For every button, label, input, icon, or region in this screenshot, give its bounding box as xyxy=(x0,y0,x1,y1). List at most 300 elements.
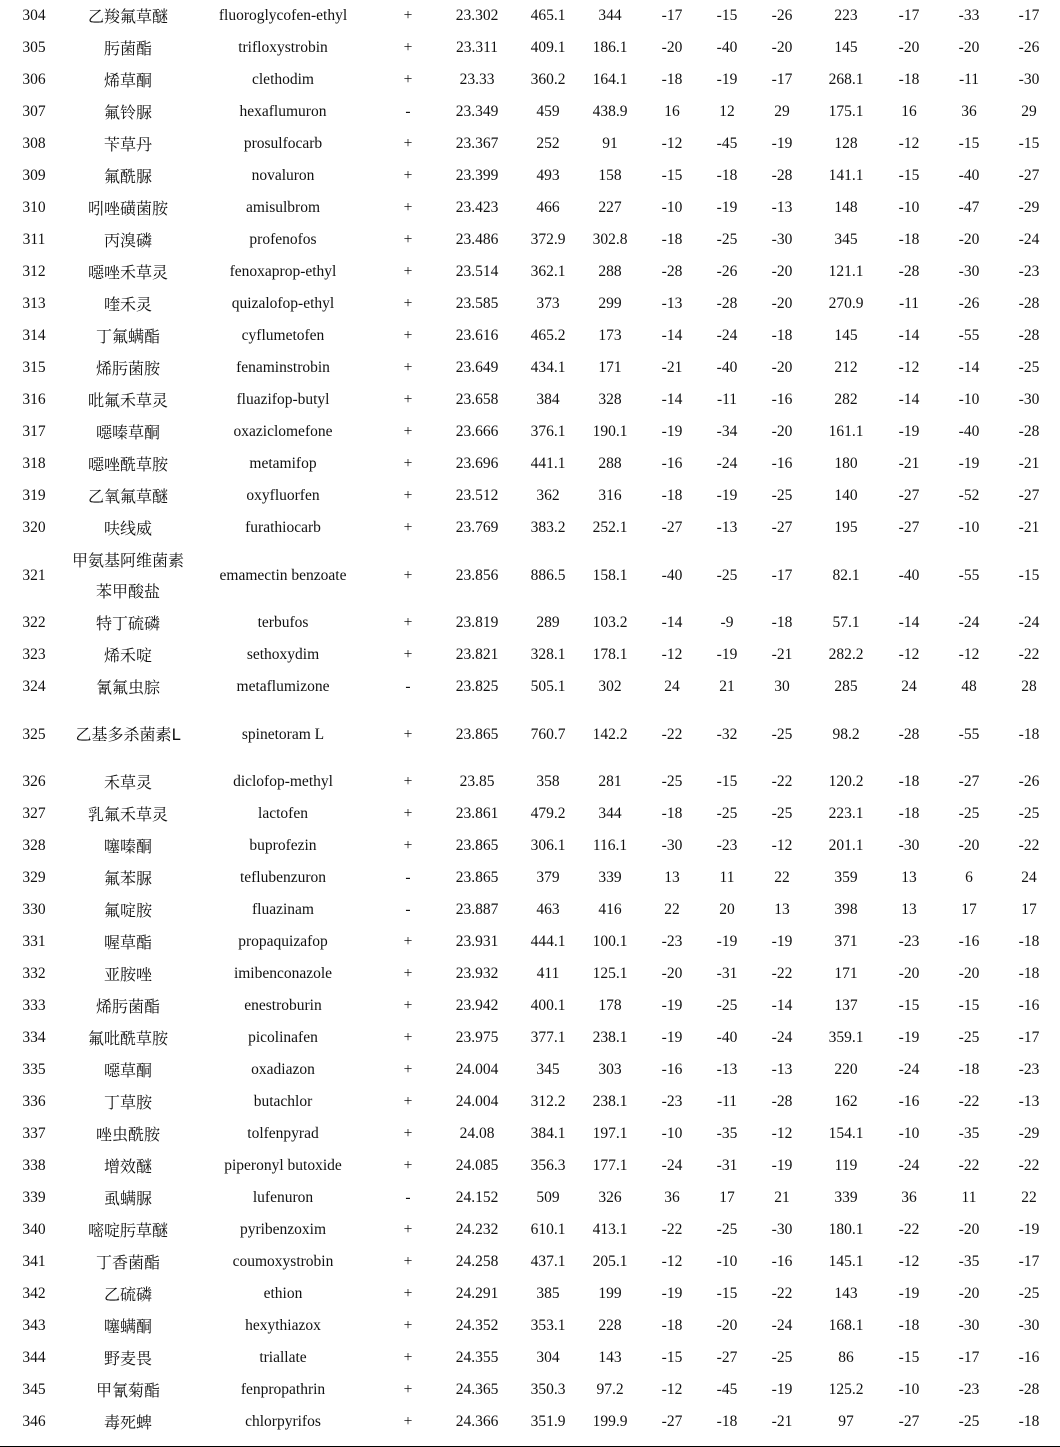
value-5-cell: -27 xyxy=(898,1413,920,1430)
value-3-cell: -22 xyxy=(771,773,793,790)
value-5-cell: -12 xyxy=(898,359,920,376)
product-ion-cell: 252.1 xyxy=(592,519,628,536)
table-row xyxy=(0,607,1060,639)
table-row xyxy=(0,1150,1060,1182)
value-6-cell: -20 xyxy=(958,1221,980,1238)
retention-time-cell: 23.819 xyxy=(455,614,499,631)
chinese-name-cell: 喹禾灵 xyxy=(103,294,152,314)
value-2-cell: -23 xyxy=(716,837,738,854)
value-6-cell: -18 xyxy=(958,1061,980,1078)
value-6-cell: 48 xyxy=(961,678,977,695)
ion-mode-cell: + xyxy=(403,614,413,631)
value-5-cell: -22 xyxy=(898,1221,920,1238)
row-number-cell: 305 xyxy=(22,39,46,56)
row-number-cell: 346 xyxy=(22,1413,46,1430)
collision-energy-1-cell: -20 xyxy=(661,965,683,982)
row-number-cell: 323 xyxy=(22,646,46,663)
value-6-cell: 11 xyxy=(961,1189,977,1206)
row-number-cell: 310 xyxy=(22,199,46,216)
product-ion-cell: 178.1 xyxy=(592,646,628,663)
row-number-cell: 327 xyxy=(22,805,46,822)
collision-energy-1-cell: -19 xyxy=(661,423,683,440)
row-number-cell: 344 xyxy=(22,1349,46,1366)
ion-mode-cell: + xyxy=(403,566,413,584)
value-3-cell: -28 xyxy=(771,167,793,184)
value-6-cell: -52 xyxy=(958,487,980,504)
product-ion-2-cell: 220 xyxy=(834,1061,858,1078)
precursor-ion-cell: 372.9 xyxy=(530,231,566,248)
chinese-name-cell: 噁嗪草酮 xyxy=(95,422,160,442)
product-ion-2-cell: 137 xyxy=(834,997,858,1014)
value-2-cell: -35 xyxy=(716,1125,738,1142)
row-number-cell: 306 xyxy=(22,71,46,88)
precursor-ion-cell: 289 xyxy=(536,614,560,631)
english-name-cell: coumoxystrobin xyxy=(232,1253,334,1270)
chinese-name-cell: 呋线威 xyxy=(103,518,152,538)
chinese-name-cell: 噁唑酰草胺 xyxy=(87,454,168,474)
value-7-cell: -23 xyxy=(1018,1061,1040,1078)
collision-energy-1-cell: -10 xyxy=(661,1125,683,1142)
value-2-cell: -19 xyxy=(716,199,738,216)
product-ion-2-cell: 154.1 xyxy=(828,1125,864,1142)
collision-energy-1-cell: -20 xyxy=(661,39,683,56)
row-number-cell: 318 xyxy=(22,455,46,472)
collision-energy-1-cell: -19 xyxy=(661,1285,683,1302)
table-row xyxy=(0,96,1060,128)
value-6-cell: -20 xyxy=(958,965,980,982)
chinese-name-cell: 烯禾啶 xyxy=(103,645,152,665)
product-ion-2-cell: 180 xyxy=(834,455,858,472)
value-2-cell: -19 xyxy=(716,646,738,663)
row-number-cell: 321 xyxy=(22,566,46,584)
rule-cell xyxy=(188,1438,378,1447)
table-row xyxy=(0,1342,1060,1374)
value-3-cell: 29 xyxy=(774,103,790,120)
value-2-cell: -25 xyxy=(716,231,738,248)
precursor-ion-cell: 383.2 xyxy=(530,519,566,536)
value-7-cell: -15 xyxy=(1018,566,1040,584)
value-6-cell: -16 xyxy=(958,933,980,950)
precursor-ion-cell: 345 xyxy=(536,1061,560,1078)
collision-energy-1-cell: -14 xyxy=(661,391,683,408)
ion-mode-cell: + xyxy=(403,805,413,822)
table-row xyxy=(0,1406,1060,1438)
row-number-cell: 326 xyxy=(22,773,46,790)
value-6-cell: -20 xyxy=(958,231,980,248)
ion-mode-cell: + xyxy=(403,1221,413,1238)
value-5-cell: -19 xyxy=(898,1285,920,1302)
rule-cell xyxy=(68,1438,188,1447)
table-row xyxy=(0,1278,1060,1310)
precursor-ion-cell: 434.1 xyxy=(530,359,566,376)
collision-energy-1-cell: -40 xyxy=(661,566,683,584)
rule-cell xyxy=(814,1438,878,1447)
table-row xyxy=(0,288,1060,320)
ion-mode-cell: + xyxy=(403,1029,413,1046)
product-ion-2-cell: 371 xyxy=(834,933,858,950)
row-number-cell: 339 xyxy=(22,1189,46,1206)
collision-energy-1-cell: -13 xyxy=(661,295,683,312)
value-7-cell: -29 xyxy=(1018,199,1040,216)
value-2-cell: -34 xyxy=(716,423,738,440)
row-number-cell: 328 xyxy=(22,837,46,854)
product-ion-2-cell: 268.1 xyxy=(828,71,864,88)
product-ion-2-cell: 140 xyxy=(834,487,858,504)
value-3-cell: -16 xyxy=(771,455,793,472)
value-3-cell: -25 xyxy=(771,1349,793,1366)
retention-time-cell: 23.821 xyxy=(455,646,499,663)
retention-time-cell: 23.865 xyxy=(455,837,499,854)
row-number-cell: 320 xyxy=(22,519,46,536)
value-3-cell: 22 xyxy=(774,869,790,886)
table-row xyxy=(0,64,1060,96)
value-3-cell: -14 xyxy=(771,997,793,1014)
value-7-cell: -24 xyxy=(1018,231,1040,248)
value-3-cell: -27 xyxy=(771,519,793,536)
product-ion-cell: 173 xyxy=(598,327,622,344)
table-row xyxy=(0,416,1060,448)
precursor-ion-cell: 385 xyxy=(536,1285,560,1302)
product-ion-2-cell: 223.1 xyxy=(828,805,864,822)
english-name-cell: hexaflumuron xyxy=(239,103,327,120)
rule-cell xyxy=(640,1438,704,1447)
ion-mode-cell: + xyxy=(403,327,413,344)
collision-energy-1-cell: -18 xyxy=(661,487,683,504)
ion-mode-cell: + xyxy=(403,231,413,248)
ion-mode-cell: + xyxy=(403,1061,413,1078)
retention-time-cell: 23.861 xyxy=(455,805,499,822)
value-2-cell: 17 xyxy=(719,1189,735,1206)
row-number-cell: 313 xyxy=(22,295,46,312)
value-3-cell: 13 xyxy=(774,901,790,918)
table-row xyxy=(0,766,1060,798)
value-7-cell: -28 xyxy=(1018,423,1040,440)
value-2-cell: -40 xyxy=(716,39,738,56)
value-6-cell: -19 xyxy=(958,455,980,472)
value-6-cell: -25 xyxy=(958,1029,980,1046)
precursor-ion-cell: 465.2 xyxy=(530,327,566,344)
precursor-ion-cell: 379 xyxy=(536,869,560,886)
product-ion-cell: 227 xyxy=(598,199,622,216)
chinese-name-cell: 噻螨酮 xyxy=(103,1316,152,1336)
product-ion-2-cell: 161.1 xyxy=(828,423,864,440)
row-number-cell: 317 xyxy=(22,423,46,440)
precursor-ion-cell: 252 xyxy=(536,135,560,152)
value-5-cell: -17 xyxy=(898,7,920,24)
product-ion-2-cell: 171 xyxy=(834,965,858,982)
value-7-cell: 28 xyxy=(1021,678,1037,695)
value-2-cell: 21 xyxy=(719,678,735,695)
chinese-name-cell: 肟菌酯 xyxy=(103,38,152,58)
value-3-cell: -25 xyxy=(771,725,793,743)
value-5-cell: -10 xyxy=(898,1125,920,1142)
ion-mode-cell: + xyxy=(403,1349,413,1366)
value-6-cell: -15 xyxy=(958,135,980,152)
row-number-cell: 340 xyxy=(22,1221,46,1238)
precursor-ion-cell: 411 xyxy=(536,965,560,982)
chinese-name-cell: 毒死蜱 xyxy=(103,1412,152,1432)
collision-energy-1-cell: -18 xyxy=(661,1317,683,1334)
rule-cell xyxy=(0,1438,68,1447)
value-6-cell: -10 xyxy=(958,519,980,536)
value-7-cell: -28 xyxy=(1018,1381,1040,1398)
product-ion-cell: 438.9 xyxy=(592,103,628,120)
english-name-cell: fenoxaprop-ethyl xyxy=(229,263,337,280)
value-5-cell: -28 xyxy=(898,725,920,743)
retention-time-cell: 24.258 xyxy=(455,1253,499,1270)
rule-cell xyxy=(878,1438,940,1447)
retention-time-cell: 24.08 xyxy=(459,1125,495,1142)
retention-time-cell: 23.942 xyxy=(455,997,499,1014)
chinese-name-cell: 噻嗪酮 xyxy=(103,836,152,856)
retention-time-cell: 23.887 xyxy=(455,901,499,918)
ion-mode-cell: + xyxy=(403,487,413,504)
value-7-cell: -30 xyxy=(1018,391,1040,408)
row-number-cell: 307 xyxy=(22,103,46,120)
row-number-cell: 332 xyxy=(22,965,46,982)
value-2-cell: -11 xyxy=(716,1093,738,1110)
value-6-cell: -27 xyxy=(958,773,980,790)
product-ion-cell: 281 xyxy=(598,773,622,790)
value-3-cell: -25 xyxy=(771,487,793,504)
value-7-cell: -27 xyxy=(1018,167,1040,184)
value-5-cell: -27 xyxy=(898,519,920,536)
row-number-cell: 336 xyxy=(22,1093,46,1110)
precursor-ion-cell: 400.1 xyxy=(530,997,566,1014)
retention-time-cell: 23.514 xyxy=(455,263,499,280)
english-name-cell: propaquizafop xyxy=(238,933,328,950)
precursor-ion-cell: 328.1 xyxy=(530,646,566,663)
value-6-cell: -47 xyxy=(958,199,980,216)
english-name-cell: tolfenpyrad xyxy=(247,1125,319,1142)
product-ion-2-cell: 125.2 xyxy=(828,1381,864,1398)
value-5-cell: -18 xyxy=(898,773,920,790)
chinese-name-cell: 乙基多杀菌素L xyxy=(75,725,181,744)
product-ion-2-cell: 141.1 xyxy=(828,167,864,184)
chinese-name-cell: 禾草灵 xyxy=(103,772,152,792)
product-ion-cell: 197.1 xyxy=(592,1125,628,1142)
collision-energy-1-cell: -27 xyxy=(661,519,683,536)
collision-energy-1-cell: -23 xyxy=(661,933,683,950)
value-6-cell: -40 xyxy=(958,167,980,184)
precursor-ion-cell: 362.1 xyxy=(530,263,566,280)
value-5-cell: 36 xyxy=(901,1189,917,1206)
product-ion-2-cell: 175.1 xyxy=(828,103,864,120)
ion-mode-cell: + xyxy=(403,1093,413,1110)
collision-energy-1-cell: -21 xyxy=(661,359,683,376)
value-3-cell: -12 xyxy=(771,837,793,854)
chinese-name-cell: 亚胺唑 xyxy=(103,964,152,984)
precursor-ion-cell: 463 xyxy=(536,901,560,918)
product-ion-2-cell: 223 xyxy=(834,7,858,24)
english-name-cell: imibenconazole xyxy=(233,965,333,982)
retention-time-cell: 23.666 xyxy=(455,423,499,440)
chinese-name-cell: 乙氧氟草醚 xyxy=(87,486,168,506)
retention-time-cell: 23.825 xyxy=(455,678,499,695)
chinese-name-cell: 乳氟禾草灵 xyxy=(87,804,168,824)
retention-time-cell: 24.352 xyxy=(455,1317,499,1334)
value-2-cell: -40 xyxy=(716,359,738,376)
ion-mode-cell: + xyxy=(403,1285,413,1302)
precursor-ion-cell: 760.7 xyxy=(530,725,566,743)
value-5-cell: -15 xyxy=(898,167,920,184)
product-ion-2-cell: 128 xyxy=(834,135,858,152)
retention-time-cell: 23.931 xyxy=(455,933,499,950)
table-row xyxy=(0,128,1060,160)
value-6-cell: -22 xyxy=(958,1157,980,1174)
precursor-ion-cell: 362 xyxy=(536,487,560,504)
product-ion-cell: 143 xyxy=(598,1349,622,1366)
retention-time-cell: 23.865 xyxy=(455,725,499,743)
product-ion-cell: 171 xyxy=(598,359,622,376)
retention-time-cell: 23.649 xyxy=(455,359,499,376)
retention-time-cell: 23.399 xyxy=(455,167,499,184)
table-row xyxy=(0,1374,1060,1406)
table-row xyxy=(0,0,1060,32)
value-5-cell: -14 xyxy=(898,391,920,408)
value-6-cell: -20 xyxy=(958,837,980,854)
row-number-cell: 343 xyxy=(22,1317,46,1334)
table-row xyxy=(0,703,1060,766)
value-2-cell: 12 xyxy=(719,103,735,120)
collision-energy-1-cell: -23 xyxy=(661,1093,683,1110)
rule-cell xyxy=(750,1438,814,1447)
product-ion-cell: 100.1 xyxy=(592,933,628,950)
precursor-ion-cell: 610.1 xyxy=(530,1221,566,1238)
retention-time-cell: 23.696 xyxy=(455,455,499,472)
precursor-ion-cell: 351.9 xyxy=(530,1413,566,1430)
chinese-name-cell: 特丁硫磷 xyxy=(95,613,160,633)
english-name-cell: emamectin benzoate xyxy=(219,566,347,584)
value-6-cell: -26 xyxy=(958,295,980,312)
precursor-ion-cell: 466 xyxy=(536,199,560,216)
ion-mode-cell: + xyxy=(403,1317,413,1334)
value-2-cell: -9 xyxy=(720,614,734,631)
chinese-name-cell: 烯肟菌酯 xyxy=(95,996,160,1016)
row-number-cell: 342 xyxy=(22,1285,46,1302)
value-3-cell: -19 xyxy=(771,1157,793,1174)
english-name-cell: lactofen xyxy=(258,805,308,822)
row-number-cell: 334 xyxy=(22,1029,46,1046)
precursor-ion-cell: 360.2 xyxy=(530,71,566,88)
ion-mode-cell: - xyxy=(405,1189,411,1206)
ion-mode-cell: - xyxy=(405,869,411,886)
table-row xyxy=(0,958,1060,990)
collision-energy-1-cell: -12 xyxy=(661,1253,683,1270)
english-name-cell: amisulbrom xyxy=(245,199,321,216)
value-5-cell: -24 xyxy=(898,1157,920,1174)
row-number-cell: 315 xyxy=(22,359,46,376)
value-5-cell: 13 xyxy=(901,869,917,886)
value-7-cell: 17 xyxy=(1021,901,1037,918)
value-7-cell: -21 xyxy=(1018,455,1040,472)
collision-energy-1-cell: -12 xyxy=(661,1381,683,1398)
ion-mode-cell: + xyxy=(403,167,413,184)
value-6-cell: 17 xyxy=(961,901,977,918)
rule-cell xyxy=(704,1438,750,1447)
value-6-cell: -40 xyxy=(958,423,980,440)
collision-energy-1-cell: -14 xyxy=(661,327,683,344)
value-7-cell: -18 xyxy=(1018,1413,1040,1430)
value-3-cell: -30 xyxy=(771,231,793,248)
collision-energy-1-cell: -18 xyxy=(661,231,683,248)
row-number-cell: 335 xyxy=(22,1061,46,1078)
value-5-cell: -15 xyxy=(898,1349,920,1366)
english-name-cell: furathiocarb xyxy=(245,519,321,536)
value-7-cell: -13 xyxy=(1018,1093,1040,1110)
precursor-ion-cell: 377.1 xyxy=(530,1029,566,1046)
value-7-cell: -22 xyxy=(1018,837,1040,854)
value-7-cell: 29 xyxy=(1021,103,1037,120)
value-7-cell: -17 xyxy=(1018,7,1040,24)
table-row xyxy=(0,480,1060,512)
product-ion-2-cell: 282.2 xyxy=(828,646,864,663)
product-ion-2-cell: 282 xyxy=(834,391,858,408)
value-6-cell: -30 xyxy=(958,1317,980,1334)
value-5-cell: -30 xyxy=(898,837,920,854)
collision-energy-1-cell: -22 xyxy=(661,1221,683,1238)
retention-time-cell: 23.932 xyxy=(455,965,499,982)
value-3-cell: -20 xyxy=(771,39,793,56)
product-ion-2-cell: 359.1 xyxy=(828,1029,864,1046)
value-5-cell: -40 xyxy=(898,566,920,584)
english-name-cell: lufenuron xyxy=(252,1189,314,1206)
product-ion-cell: 116.1 xyxy=(592,837,628,854)
value-5-cell: -12 xyxy=(898,1253,920,1270)
value-3-cell: -19 xyxy=(771,933,793,950)
value-3-cell: -25 xyxy=(771,805,793,822)
ion-mode-cell: + xyxy=(403,997,413,1014)
ion-mode-cell: + xyxy=(403,646,413,663)
collision-energy-1-cell: -19 xyxy=(661,1029,683,1046)
product-ion-cell: 97.2 xyxy=(596,1381,624,1398)
collision-energy-1-cell: -16 xyxy=(661,455,683,472)
value-5-cell: -27 xyxy=(898,487,920,504)
value-7-cell: -18 xyxy=(1018,933,1040,950)
value-3-cell: -22 xyxy=(771,1285,793,1302)
ion-mode-cell: + xyxy=(403,837,413,854)
chinese-name-cell: 氰氟虫腙 xyxy=(95,677,160,697)
row-number-cell: 333 xyxy=(22,997,46,1014)
chinese-name-cell: 乙羧氟草醚 xyxy=(87,6,168,26)
retention-time-cell: 23.512 xyxy=(455,487,499,504)
value-7-cell: -18 xyxy=(1018,725,1040,743)
chinese-name-cell: 丁香菌酯 xyxy=(95,1252,160,1272)
english-name-cell: fenaminstrobin xyxy=(236,359,330,376)
table-row xyxy=(0,1310,1060,1342)
value-5-cell: -12 xyxy=(898,135,920,152)
ion-mode-cell: + xyxy=(403,423,413,440)
product-ion-2-cell: 57.1 xyxy=(832,614,860,631)
value-7-cell: -21 xyxy=(1018,519,1040,536)
product-ion-2-cell: 145 xyxy=(834,327,858,344)
english-name-cell: cyflumetofen xyxy=(241,327,325,344)
precursor-ion-cell: 353.1 xyxy=(530,1317,566,1334)
product-ion-cell: 339 xyxy=(598,869,622,886)
chinese-name-cell: 虱螨脲 xyxy=(103,1188,152,1208)
collision-energy-1-cell: -15 xyxy=(661,167,683,184)
chinese-name-cell: 氟啶胺 xyxy=(103,900,152,920)
product-ion-cell: 288 xyxy=(598,455,622,472)
retention-time-cell: 24.355 xyxy=(455,1349,499,1366)
value-3-cell: -16 xyxy=(771,1253,793,1270)
retention-time-cell: 23.85 xyxy=(459,773,495,790)
value-5-cell: -23 xyxy=(898,933,920,950)
table-row xyxy=(0,256,1060,288)
value-3-cell: -20 xyxy=(771,295,793,312)
value-5-cell: -18 xyxy=(898,805,920,822)
table-row xyxy=(0,512,1060,544)
